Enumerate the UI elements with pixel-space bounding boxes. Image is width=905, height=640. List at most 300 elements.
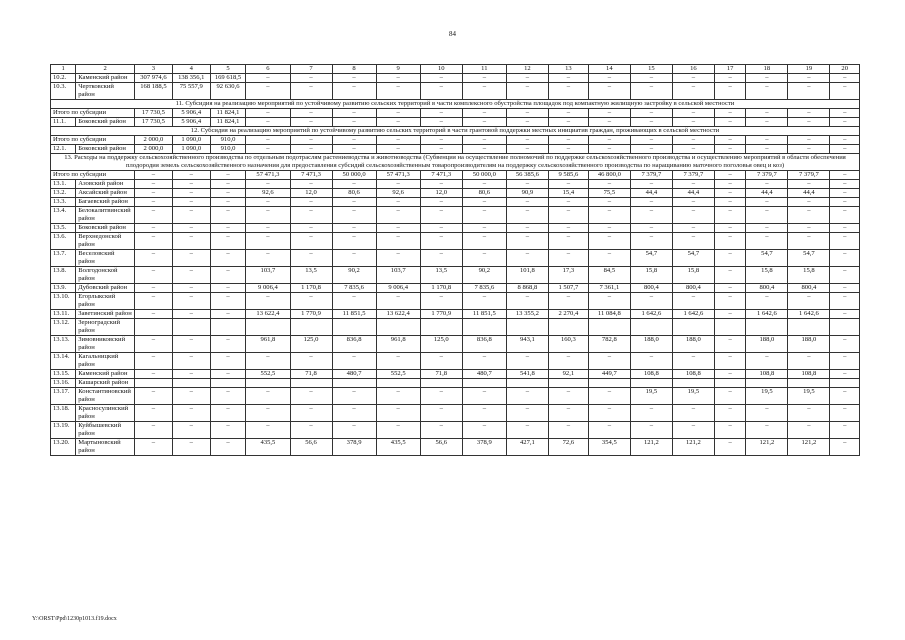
table-row	[51, 405, 860, 422]
row-number: 13.14.	[51, 353, 76, 370]
table-cell: –	[172, 370, 210, 379]
table-cell	[135, 379, 173, 388]
table-cell: 378,9	[462, 439, 506, 456]
table-cell: –	[290, 207, 332, 224]
row-number: 13.4.	[51, 207, 76, 224]
table-cell: –	[462, 118, 506, 127]
table-cell: –	[788, 224, 830, 233]
table-cell: 71,8	[290, 370, 332, 379]
table-cell: 910,0	[210, 136, 246, 145]
table-cell: –	[332, 388, 376, 405]
table-cell: 169 618,5	[210, 74, 246, 83]
table-cell	[714, 319, 746, 336]
table-cell: –	[548, 388, 588, 405]
table-cell: –	[830, 439, 860, 456]
table-cell: –	[548, 180, 588, 189]
table-cell: 354,5	[588, 439, 630, 456]
table-cell: 108,8	[630, 370, 672, 379]
district-name: Каменский район	[76, 370, 135, 379]
table-cell: –	[376, 109, 420, 118]
table-cell	[172, 379, 210, 388]
section-title: 12. Субсидия на реализацию мероприятий по устойчивому развитию сельских территорий в части грантовой поддержки местных инициатив граждан, проживающих в сельской местности	[51, 127, 860, 136]
row-number: 13.9.	[51, 284, 76, 293]
table-cell: –	[588, 422, 630, 439]
table-cell	[506, 319, 548, 336]
table-cell	[462, 379, 506, 388]
table-cell: 961,8	[376, 336, 420, 353]
table-cell: –	[332, 83, 376, 100]
section-row	[51, 154, 860, 171]
header-cell: 5	[210, 65, 246, 74]
table-cell: –	[788, 180, 830, 189]
table-cell: –	[548, 422, 588, 439]
total-row	[51, 136, 860, 145]
table-cell	[830, 319, 860, 336]
table-cell: –	[630, 136, 672, 145]
table-cell: –	[210, 293, 246, 310]
table-cell: 307 974,6	[135, 74, 173, 83]
table-cell: 15,8	[746, 267, 788, 284]
table-cell: –	[830, 109, 860, 118]
district-name: Белокалитвинский район	[76, 207, 135, 224]
table-cell: –	[588, 145, 630, 154]
table-cell: –	[420, 207, 462, 224]
table-cell: 44,4	[746, 189, 788, 198]
table-cell: 71,8	[420, 370, 462, 379]
table-cell	[246, 379, 290, 388]
table-cell: –	[714, 136, 746, 145]
table-cell: 19,5	[672, 388, 714, 405]
table-cell: –	[332, 293, 376, 310]
table-row	[51, 233, 860, 250]
table-cell: –	[172, 180, 210, 189]
table-cell: –	[172, 353, 210, 370]
table-cell: –	[788, 405, 830, 422]
table-cell	[746, 319, 788, 336]
table-cell: –	[506, 250, 548, 267]
table-cell: –	[714, 118, 746, 127]
table-cell: –	[376, 180, 420, 189]
table-cell: –	[135, 233, 173, 250]
row-number: 13.2.	[51, 189, 76, 198]
total-row	[51, 171, 860, 180]
table-cell: 19,5	[630, 388, 672, 405]
table-cell: –	[172, 439, 210, 456]
table-cell: –	[135, 189, 173, 198]
table-cell: –	[506, 145, 548, 154]
table-row	[51, 250, 860, 267]
table-cell: –	[548, 145, 588, 154]
table-cell: –	[746, 405, 788, 422]
table-cell: –	[376, 83, 420, 100]
table-cell: –	[506, 109, 548, 118]
table-cell: –	[830, 267, 860, 284]
table-cell: –	[788, 74, 830, 83]
district-name: Константиновский район	[76, 388, 135, 405]
table-cell: –	[630, 233, 672, 250]
table-cell: –	[290, 136, 332, 145]
table-cell: –	[462, 224, 506, 233]
table-cell: 56 385,6	[506, 171, 548, 180]
table-cell: 5 906,4	[172, 118, 210, 127]
table-cell: –	[376, 388, 420, 405]
table-cell: –	[420, 405, 462, 422]
table-cell	[630, 379, 672, 388]
table-cell: –	[172, 267, 210, 284]
table-cell: –	[246, 405, 290, 422]
table-cell: –	[246, 388, 290, 405]
table-cell: 80,6	[462, 189, 506, 198]
table-cell: –	[714, 145, 746, 154]
table-cell: 1 642,6	[746, 310, 788, 319]
table-cell: 7 471,3	[420, 171, 462, 180]
table-cell: –	[588, 180, 630, 189]
table-cell: 480,7	[462, 370, 506, 379]
table-cell: –	[714, 189, 746, 198]
table-cell: –	[210, 180, 246, 189]
table-cell: –	[462, 74, 506, 83]
table-cell: –	[246, 83, 290, 100]
table-cell: –	[246, 207, 290, 224]
table-cell: –	[746, 224, 788, 233]
table-cell: 75,5	[588, 189, 630, 198]
table-cell: 188,0	[672, 336, 714, 353]
table-cell: –	[420, 109, 462, 118]
table-cell: –	[172, 233, 210, 250]
table-cell: –	[672, 207, 714, 224]
table-cell: 836,8	[462, 336, 506, 353]
total-label: Итого по субсидии	[51, 136, 135, 145]
table-cell: 121,2	[788, 439, 830, 456]
table-cell: –	[830, 224, 860, 233]
table-cell: –	[830, 83, 860, 100]
table-cell: –	[376, 405, 420, 422]
district-name: Боковский район	[76, 224, 135, 233]
table-cell: –	[210, 388, 246, 405]
table-cell	[290, 319, 332, 336]
table-cell: –	[290, 293, 332, 310]
table-row	[51, 422, 860, 439]
table-cell	[630, 319, 672, 336]
table-cell: 92,6	[246, 189, 290, 198]
table-cell: –	[830, 118, 860, 127]
table-cell: –	[672, 74, 714, 83]
table-cell: –	[290, 250, 332, 267]
table-cell: 2 000,0	[135, 136, 173, 145]
table-cell: 449,7	[588, 370, 630, 379]
table-cell: 54,7	[630, 250, 672, 267]
table-cell: –	[506, 293, 548, 310]
table-cell: –	[746, 74, 788, 83]
table-cell: –	[588, 109, 630, 118]
table-cell: –	[588, 250, 630, 267]
table-cell	[172, 319, 210, 336]
table-cell: –	[788, 353, 830, 370]
table-cell: 72,6	[548, 439, 588, 456]
table-cell: –	[210, 207, 246, 224]
table-cell: –	[588, 198, 630, 207]
table-cell: 44,4	[672, 189, 714, 198]
table-cell: –	[548, 224, 588, 233]
table-cell: 552,5	[246, 370, 290, 379]
table-cell	[420, 319, 462, 336]
table-cell: 138 356,1	[172, 74, 210, 83]
table-cell: 427,1	[506, 439, 548, 456]
table-cell: –	[830, 207, 860, 224]
table-row	[51, 379, 860, 388]
table-cell: –	[672, 180, 714, 189]
table-cell: 50 000,0	[332, 171, 376, 180]
table-cell: 75 557,9	[172, 83, 210, 100]
district-name: Чертковский район	[76, 83, 135, 100]
table-cell: 12,0	[290, 189, 332, 198]
row-number: 12.1.	[51, 145, 76, 154]
table-cell: –	[714, 198, 746, 207]
table-cell: –	[420, 198, 462, 207]
table-cell: –	[246, 136, 290, 145]
table-cell: –	[332, 118, 376, 127]
row-number: 13.3.	[51, 198, 76, 207]
table-cell: –	[172, 388, 210, 405]
table-cell: –	[420, 224, 462, 233]
table-cell: 552,5	[376, 370, 420, 379]
table-cell: –	[672, 293, 714, 310]
table-cell: –	[376, 145, 420, 154]
table-cell: –	[830, 422, 860, 439]
table-cell: –	[788, 109, 830, 118]
table-cell: 15,8	[672, 267, 714, 284]
header-cell: 12	[506, 65, 548, 74]
table-cell: –	[630, 224, 672, 233]
section-title: 13. Расходы на поддержку сельскохозяйственного производства по отдельным подотраслям растениеводства и животноводства (Субвенция на осуществление полномочий по поддержке сельскохозяйственного производства и осуществлению мероприятий в области обеспечения плодородия земель сельскохозяйственного назначения для предоставления субсидий сельскохозяйственным товаропроизводителям на поддержку сельскохозяйственного производства по наращиванию маточного поголовья овец и коз)	[51, 154, 860, 171]
table-cell: 108,8	[746, 370, 788, 379]
table-cell	[548, 319, 588, 336]
table-cell: –	[376, 353, 420, 370]
header-cell: 14	[588, 65, 630, 74]
table-cell: –	[672, 118, 714, 127]
table-cell	[588, 379, 630, 388]
table-cell: 1 770,9	[420, 310, 462, 319]
table-cell: –	[210, 370, 246, 379]
table-cell: 7 835,6	[462, 284, 506, 293]
table-cell	[462, 319, 506, 336]
table-cell: 13 622,4	[376, 310, 420, 319]
table-cell: –	[548, 118, 588, 127]
district-name: Азовский район	[76, 180, 135, 189]
table-cell: –	[420, 74, 462, 83]
table-cell: –	[246, 422, 290, 439]
row-number: 13.11.	[51, 310, 76, 319]
row-number: 13.16.	[51, 379, 76, 388]
table-cell: –	[672, 198, 714, 207]
table-cell: –	[714, 180, 746, 189]
table-cell: –	[135, 180, 173, 189]
table-cell: 92 630,6	[210, 83, 246, 100]
table-cell: 44,4	[788, 189, 830, 198]
table-cell: –	[246, 180, 290, 189]
row-number: 13.17.	[51, 388, 76, 405]
table-cell: –	[588, 136, 630, 145]
table-cell: –	[630, 118, 672, 127]
subsidy-table	[50, 64, 860, 456]
table-cell	[746, 379, 788, 388]
header-cell: 15	[630, 65, 672, 74]
table-cell: –	[672, 224, 714, 233]
table-cell: –	[135, 284, 173, 293]
table-cell: –	[172, 293, 210, 310]
table-cell: –	[672, 353, 714, 370]
header-cell: 13	[548, 65, 588, 74]
district-name: Аксайский район	[76, 189, 135, 198]
table-row	[51, 189, 860, 198]
table-cell: –	[290, 74, 332, 83]
table-cell: 108,8	[672, 370, 714, 379]
table-cell: –	[788, 233, 830, 250]
table-cell: –	[462, 388, 506, 405]
table-cell: –	[210, 189, 246, 198]
header-cell: 20	[830, 65, 860, 74]
table-cell: –	[172, 405, 210, 422]
table-row	[51, 180, 860, 189]
table-cell: –	[462, 250, 506, 267]
table-cell: –	[714, 293, 746, 310]
table-row	[51, 388, 860, 405]
table-cell: –	[506, 118, 548, 127]
table-cell: –	[506, 405, 548, 422]
table-cell: 103,7	[246, 267, 290, 284]
table-cell: –	[290, 422, 332, 439]
table-cell: –	[135, 293, 173, 310]
table-cell: –	[746, 180, 788, 189]
table-cell: –	[630, 83, 672, 100]
table-cell: 480,7	[332, 370, 376, 379]
table-cell: –	[210, 422, 246, 439]
table-cell: –	[462, 207, 506, 224]
table-cell: –	[135, 388, 173, 405]
table-cell: –	[135, 198, 173, 207]
table-cell	[588, 319, 630, 336]
table-cell: –	[290, 180, 332, 189]
table-cell: –	[714, 171, 746, 180]
table-row	[51, 207, 860, 224]
table-cell: 17,3	[548, 267, 588, 284]
table-cell: –	[210, 336, 246, 353]
table-cell: 800,4	[788, 284, 830, 293]
table-cell: –	[376, 293, 420, 310]
row-number: 10.2.	[51, 74, 76, 83]
header-row	[51, 65, 860, 74]
table-cell: 7 379,7	[746, 171, 788, 180]
table-cell: –	[246, 118, 290, 127]
table-cell: 7 471,3	[290, 171, 332, 180]
table-cell: –	[746, 83, 788, 100]
table-cell: 108,8	[788, 370, 830, 379]
district-name: Верхнедонской район	[76, 233, 135, 250]
table-cell: –	[714, 207, 746, 224]
table-cell: –	[135, 310, 173, 319]
table-cell: 12,0	[420, 189, 462, 198]
table-cell: 188,0	[630, 336, 672, 353]
table-cell: –	[376, 74, 420, 83]
table-cell: –	[135, 207, 173, 224]
table-cell: –	[246, 293, 290, 310]
table-cell: –	[172, 198, 210, 207]
table-cell: –	[630, 293, 672, 310]
table-cell: 1 642,6	[672, 310, 714, 319]
table-row	[51, 353, 860, 370]
table-cell: –	[420, 293, 462, 310]
header-cell: 11	[462, 65, 506, 74]
table-cell: 13 622,4	[246, 310, 290, 319]
table-cell: 9 585,6	[548, 171, 588, 180]
table-cell: –	[420, 233, 462, 250]
table-cell: –	[548, 198, 588, 207]
table-cell: 188,0	[788, 336, 830, 353]
table-cell: 90,9	[506, 189, 548, 198]
table-cell: –	[714, 388, 746, 405]
table-cell: –	[246, 198, 290, 207]
table-cell: 46 800,0	[588, 171, 630, 180]
total-label: Итого по субсидии	[51, 171, 135, 180]
table-cell: 54,7	[788, 250, 830, 267]
table-cell	[135, 319, 173, 336]
header-cell: 6	[246, 65, 290, 74]
table-cell: –	[172, 250, 210, 267]
table-cell: –	[830, 171, 860, 180]
table-cell: –	[290, 388, 332, 405]
table-cell: –	[172, 284, 210, 293]
header-cell: 2	[76, 65, 135, 74]
header-cell: 18	[746, 65, 788, 74]
table-cell: –	[788, 118, 830, 127]
table-cell: 17 730,5	[135, 109, 173, 118]
table-cell: 836,8	[332, 336, 376, 353]
row-number: 13.10.	[51, 293, 76, 310]
table-cell: –	[830, 284, 860, 293]
footer-path: Y:\ORST\Ppd\1230p1013.f19.docx	[32, 616, 117, 622]
table-cell: –	[830, 405, 860, 422]
table-cell: –	[630, 405, 672, 422]
table-cell: –	[172, 189, 210, 198]
table-cell: –	[630, 180, 672, 189]
table-cell: –	[630, 74, 672, 83]
table-cell: –	[135, 224, 173, 233]
table-row	[51, 118, 860, 127]
table-cell: –	[376, 233, 420, 250]
row-number: 11.1.	[51, 118, 76, 127]
table-row	[51, 145, 860, 154]
table-cell: –	[588, 353, 630, 370]
table-cell: 11 824,1	[210, 118, 246, 127]
table-cell: –	[462, 145, 506, 154]
table-cell: 13 355,2	[506, 310, 548, 319]
table-cell: –	[548, 405, 588, 422]
table-cell	[506, 379, 548, 388]
table-cell: –	[714, 336, 746, 353]
table-row	[51, 267, 860, 284]
table-cell: –	[588, 233, 630, 250]
table-cell: –	[714, 233, 746, 250]
district-name: Зерноградский район	[76, 319, 135, 336]
table-cell: –	[506, 353, 548, 370]
table-cell: –	[290, 233, 332, 250]
table-cell: –	[420, 83, 462, 100]
table-cell: –	[210, 267, 246, 284]
district-name: Дубовский район	[76, 284, 135, 293]
table-cell: –	[672, 83, 714, 100]
table-cell: 7 379,7	[788, 171, 830, 180]
table-cell	[210, 319, 246, 336]
